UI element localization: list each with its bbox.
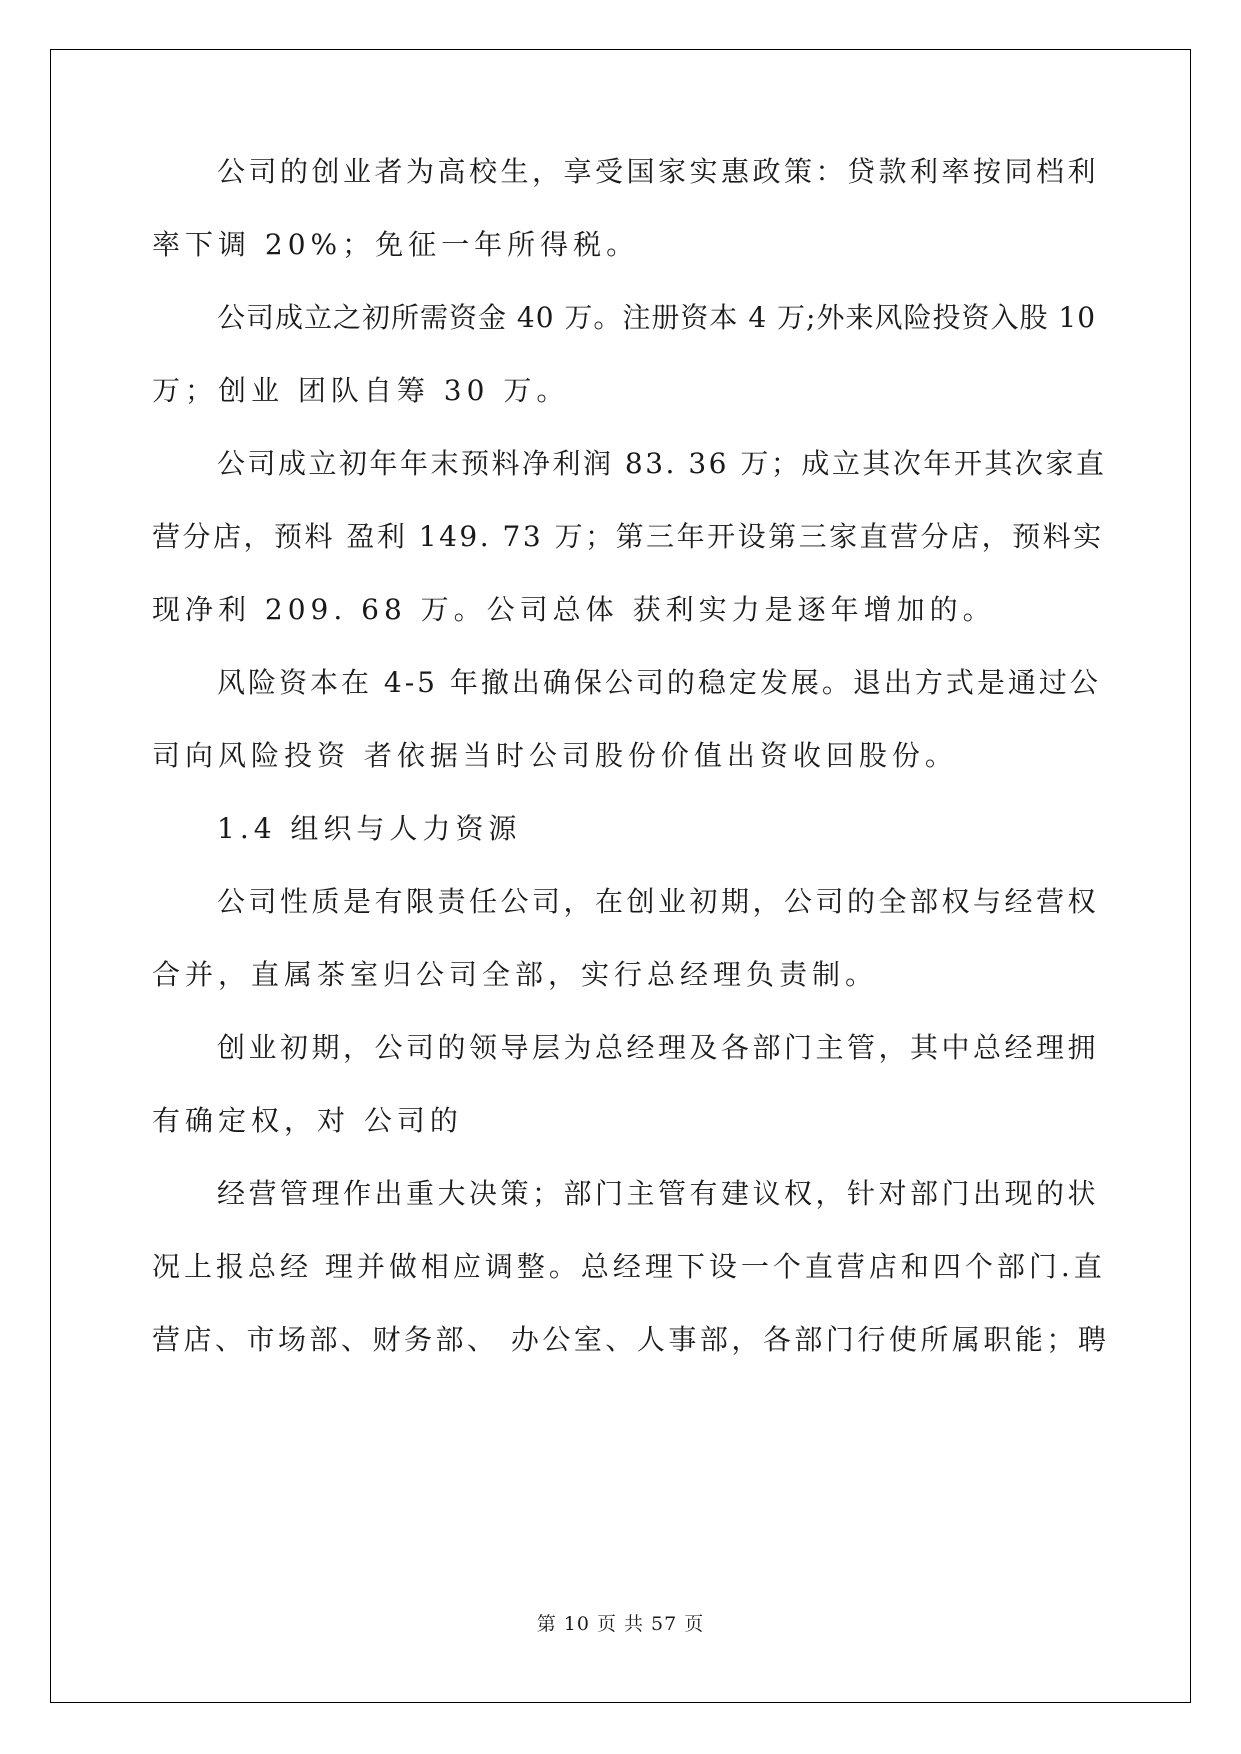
paragraph-6-line-1: 创业初期，公司的领导层为总经理及各部门主管，其中总经理拥 (217, 1031, 1100, 1064)
paragraph-7-line-3: 营店、市场部、财务部、 办公室、人事部，各部门行使所属职能；聘 (152, 1323, 1110, 1356)
paragraph-7-line-2: 况上报总经 理并做相应调整。总经理下设一个直营店和四个部门.直 (152, 1250, 1106, 1283)
paragraph-5-line-1: 公司性质是有限责任公司，在创业初期，公司的全部权与经营权 (217, 885, 1100, 918)
paragraph-1-line-2: 率下调 20%；免征一年所得税。 (152, 228, 640, 261)
page-number: 第 10 页 共 57 页 (536, 1613, 705, 1635)
paragraph-4-line-1: 风险资本在 4-5 年撤出确保公司的稳定发展。退出方式是通过公 (217, 666, 1101, 699)
paragraph-2-line-1: 公司成立之初所需资金 40 万。注册资本 4 万;外来风险投资入股 10 (217, 301, 1097, 334)
paragraph-3-line-2: 营分店，预料 盈利 149. 73 万；第三年开设第三家直营分店，预料实 (152, 520, 1104, 553)
paragraph-4-line-2: 司向风险投资 者依据当时公司股份价值出资收回股份。 (152, 739, 958, 772)
paragraph-3-line-3: 现净利 209. 68 万。公司总体 获利实力是逐年增加的。 (152, 593, 996, 626)
paragraph-5-line-2: 合并，直属茶室归公司全部，实行总经理负责制。 (152, 958, 879, 991)
paragraph-2-line-2: 万；创业 团队自筹 30 万。 (152, 374, 570, 407)
paragraph-3-line-1: 公司成立初年年末预料净利润 83. 36 万；成立其次年开其次家直 (217, 447, 1107, 480)
paragraph-6-line-2: 有确定权，对 公司的 (152, 1104, 463, 1137)
paragraph-1-line-1: 公司的创业者为高校生，享受国家实惠政策：贷款利率按同档利 (217, 155, 1100, 188)
section-heading: 1.4 组织与人力资源 (217, 812, 522, 845)
paragraph-7-line-1: 经营管理作出重大决策；部门主管有建议权，针对部门出现的状 (217, 1177, 1100, 1210)
